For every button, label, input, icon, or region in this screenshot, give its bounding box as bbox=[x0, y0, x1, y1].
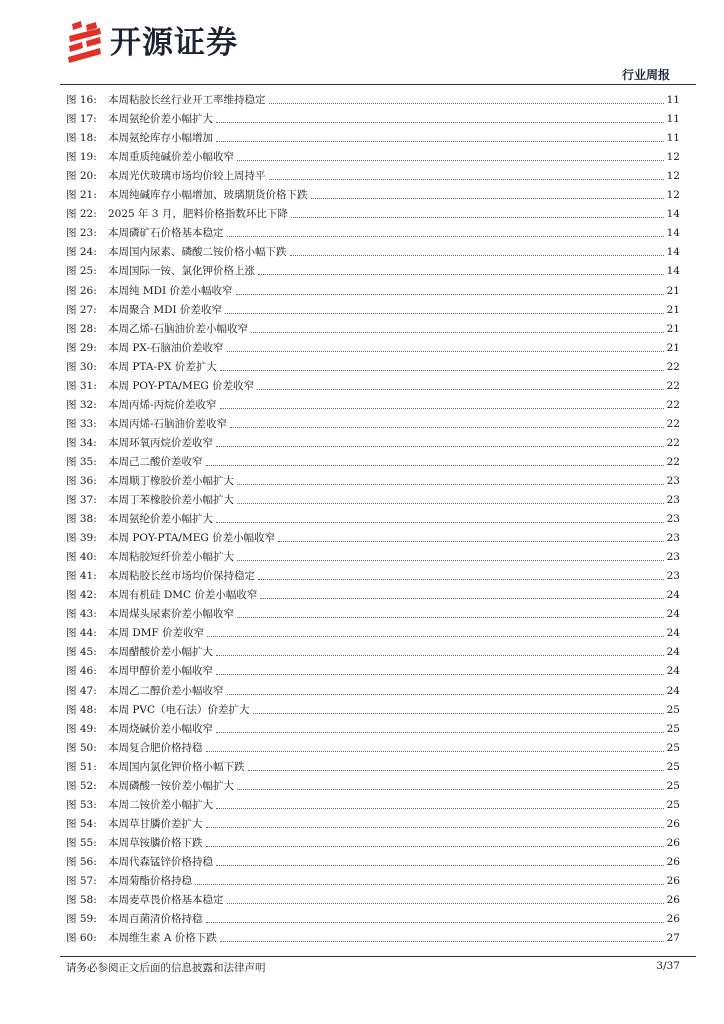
toc-entry-page: 23 bbox=[666, 494, 680, 507]
toc-entry-title: 本周复合肥价格持稳 bbox=[108, 741, 203, 754]
toc-entry-label: 图 39: bbox=[66, 532, 97, 545]
toc-entry-leader bbox=[216, 446, 664, 447]
toc-entry[interactable] bbox=[66, 812, 680, 831]
toc-entry-page: 14 bbox=[666, 265, 680, 278]
toc-entry-label: 图 41: bbox=[66, 570, 97, 583]
toc-entry-title: 本周氨纶库存小幅增加 bbox=[108, 132, 213, 145]
toc-entry-title: 本周 POY-PTA/MEG 价差收窄 bbox=[108, 379, 255, 392]
toc-entry-label: 图 20: bbox=[66, 170, 97, 183]
toc-entry-title: 本周 POY-PTA/MEG 价差小幅收窄 bbox=[108, 532, 276, 545]
toc-entry-leader bbox=[236, 294, 664, 295]
toc-entry-leader bbox=[237, 484, 664, 485]
toc-entry-page: 25 bbox=[666, 741, 680, 754]
toc-entry-label: 图 17: bbox=[66, 113, 97, 126]
toc-entry-leader bbox=[258, 274, 664, 275]
toc-entry-leader bbox=[220, 941, 664, 942]
toc-entry-page: 14 bbox=[666, 227, 680, 240]
toc-entry-title: 本周粘胶长丝市场均价保持稳定 bbox=[108, 570, 255, 583]
toc-entry-label: 图 57: bbox=[66, 874, 97, 887]
toc-entry-page: 26 bbox=[666, 894, 680, 907]
toc-entry-page: 24 bbox=[666, 608, 680, 621]
toc-entry-label: 图 30: bbox=[66, 360, 97, 373]
toc-entry-leader bbox=[227, 903, 664, 904]
toc-entry-leader bbox=[216, 808, 664, 809]
toc-entry[interactable] bbox=[66, 926, 680, 945]
toc-entry-title: 本周纯 MDI 价差小幅收窄 bbox=[108, 284, 233, 297]
toc-entry[interactable] bbox=[66, 583, 680, 602]
toc-entry-leader bbox=[260, 598, 663, 599]
report-type-label: 行业周报 bbox=[621, 68, 670, 82]
toc-entry-page: 23 bbox=[666, 513, 680, 526]
toc-entry-label: 图 40: bbox=[66, 551, 97, 564]
toc-entry-label: 图 23: bbox=[66, 227, 97, 240]
toc-entry-page: 22 bbox=[666, 379, 680, 392]
toc-entry-label: 图 51: bbox=[66, 760, 97, 773]
toc-entry[interactable] bbox=[66, 850, 680, 869]
toc-entry[interactable] bbox=[66, 450, 680, 469]
toc-entry-title: 本周己二酸价差收窄 bbox=[108, 455, 203, 468]
toc-entry-leader bbox=[216, 655, 664, 656]
toc-entry-page: 12 bbox=[666, 189, 680, 202]
toc-entry[interactable] bbox=[66, 374, 680, 393]
toc-entry-leader bbox=[269, 103, 664, 104]
toc-entry-page: 22 bbox=[666, 360, 680, 373]
toc-entry-title: 本周顺丁橡胶价差小幅扩大 bbox=[108, 474, 234, 487]
toc-entry[interactable] bbox=[66, 202, 680, 221]
toc-entry-label: 图 44: bbox=[66, 627, 97, 640]
toc-entry-title: 本周煤头尿素价差小幅收窄 bbox=[108, 608, 234, 621]
toc-entry-label: 图 48: bbox=[66, 703, 97, 716]
toc-entry-title: 本周环氧丙烷价差收窄 bbox=[108, 436, 213, 449]
toc-entry[interactable] bbox=[66, 488, 680, 507]
toc-entry-label: 图 24: bbox=[66, 246, 97, 259]
header-divider bbox=[60, 84, 696, 85]
toc-entry-page: 25 bbox=[666, 703, 680, 716]
toc-entry-leader bbox=[251, 332, 664, 333]
toc-entry-title: 本周重质纯碱价差小幅收窄 bbox=[108, 151, 234, 164]
toc-entry-title: 本周粘胶长丝行业开工率维持稳定 bbox=[108, 94, 266, 107]
toc-entry-leader bbox=[227, 694, 664, 695]
toc-entry-page: 11 bbox=[666, 113, 680, 126]
toc-entry-label: 图 54: bbox=[66, 817, 97, 830]
toc-entry-leader bbox=[207, 636, 663, 637]
toc-entry-title: 2025 年 3 月，肥料价格指数环比下降 bbox=[108, 208, 288, 221]
toc-entry-leader bbox=[206, 751, 664, 752]
footer-divider bbox=[60, 956, 696, 957]
toc-entry[interactable] bbox=[66, 126, 680, 145]
toc-entry-label: 图 56: bbox=[66, 855, 97, 868]
toc-entry-leader bbox=[216, 141, 664, 142]
toc-entry-page: 26 bbox=[666, 855, 680, 868]
toc-entry[interactable] bbox=[66, 736, 680, 755]
toc-entry[interactable] bbox=[66, 831, 680, 850]
toc-entry-leader bbox=[237, 160, 664, 161]
toc-entry-leader bbox=[216, 674, 664, 675]
toc-entry-title: 本周粘胶短纤价差小幅扩大 bbox=[108, 551, 234, 564]
toc-entry[interactable] bbox=[66, 698, 680, 717]
toc-entry-label: 图 55: bbox=[66, 836, 97, 849]
toc-entry[interactable] bbox=[66, 755, 680, 774]
toc-entry-page: 26 bbox=[666, 836, 680, 849]
toc-entry-label: 图 16: bbox=[66, 94, 97, 107]
toc-entry-leader bbox=[195, 884, 664, 885]
toc-entry-label: 图 31: bbox=[66, 379, 97, 392]
toc-entry-label: 图 60: bbox=[66, 932, 97, 945]
toc-entry-page: 24 bbox=[666, 646, 680, 659]
toc-entry-label: 图 49: bbox=[66, 722, 97, 735]
toc-entry[interactable] bbox=[66, 164, 680, 183]
toc-entry-label: 图 45: bbox=[66, 646, 97, 659]
toc-entry[interactable] bbox=[66, 317, 680, 336]
toc-entry-title: 本周丁苯橡胶价差小幅扩大 bbox=[108, 494, 234, 507]
toc-entry-page: 26 bbox=[666, 874, 680, 887]
toc-entry-title: 本周有机硅 DMC 价差小幅收窄 bbox=[108, 589, 258, 602]
toc-entry[interactable] bbox=[66, 107, 680, 126]
toc-entry-leader bbox=[291, 217, 664, 218]
toc-entry[interactable] bbox=[66, 259, 680, 278]
toc-entry-label: 图 47: bbox=[66, 684, 97, 697]
toc-entry-title: 本周烧碱价差小幅收窄 bbox=[108, 722, 213, 735]
toc-entry-title: 本周菊酯价格持稳 bbox=[108, 874, 192, 887]
toc-entry-page: 26 bbox=[666, 817, 680, 830]
toc-entry-title: 本周醋酸价差小幅扩大 bbox=[108, 646, 213, 659]
toc-entry-page: 24 bbox=[666, 589, 680, 602]
toc-entry-title: 本周纯碱库存小幅增加、玻璃期货价格下跌 bbox=[108, 189, 308, 202]
figure-list bbox=[66, 88, 680, 945]
toc-entry-title: 本周百菌清价格持稳 bbox=[108, 913, 203, 926]
toc-entry-page: 22 bbox=[666, 436, 680, 449]
toc-entry-page: 26 bbox=[666, 913, 680, 926]
toc-entry-label: 图 22: bbox=[66, 208, 97, 221]
toc-entry[interactable] bbox=[66, 678, 680, 697]
toc-entry-leader bbox=[216, 122, 664, 123]
toc-entry[interactable] bbox=[66, 659, 680, 678]
toc-entry-page: 25 bbox=[666, 798, 680, 811]
toc-entry-label: 图 19: bbox=[66, 151, 97, 164]
toc-entry-label: 图 28: bbox=[66, 322, 97, 335]
toc-entry-title: 本周氨纶价差小幅扩大 bbox=[108, 513, 213, 526]
toc-entry-label: 图 58: bbox=[66, 894, 97, 907]
toc-entry-page: 22 bbox=[666, 455, 680, 468]
toc-entry-page: 11 bbox=[666, 94, 680, 107]
toc-entry-title: 本周草铵膦价格下跌 bbox=[108, 836, 203, 849]
toc-entry[interactable] bbox=[66, 564, 680, 583]
toc-entry-title: 本周光伏玻璃市场均价较上周持平 bbox=[108, 170, 266, 183]
logo-wordmark: 开源证券 bbox=[110, 25, 238, 61]
toc-entry-label: 图 38: bbox=[66, 513, 97, 526]
toc-entry-label: 图 32: bbox=[66, 398, 97, 411]
toc-entry[interactable] bbox=[66, 145, 680, 164]
toc-entry[interactable] bbox=[66, 869, 680, 888]
toc-entry-label: 图 33: bbox=[66, 417, 97, 430]
toc-entry[interactable] bbox=[66, 469, 680, 488]
toc-entry-title: 本周乙烯-石脑油价差小幅收窄 bbox=[108, 322, 249, 335]
toc-entry-title: 本周丙烯-丙烷价差收窄 bbox=[108, 398, 217, 411]
toc-entry[interactable] bbox=[66, 412, 680, 431]
toc-entry-page: 23 bbox=[666, 551, 680, 564]
toc-entry[interactable] bbox=[66, 298, 680, 317]
toc-entry[interactable] bbox=[66, 621, 680, 640]
toc-entry-leader bbox=[216, 732, 664, 733]
toc-entry-title: 本周二铵价差小幅扩大 bbox=[108, 798, 213, 811]
toc-entry[interactable] bbox=[66, 278, 680, 297]
toc-entry[interactable] bbox=[66, 240, 680, 259]
toc-entry-page: 23 bbox=[666, 474, 680, 487]
toc-entry-label: 图 59: bbox=[66, 913, 97, 926]
toc-entry-page: 22 bbox=[666, 417, 680, 430]
toc-entry-leader bbox=[237, 789, 664, 790]
toc-entry-page: 14 bbox=[666, 208, 680, 221]
toc-entry-label: 图 27: bbox=[66, 303, 97, 316]
toc-entry-leader bbox=[206, 922, 664, 923]
toc-entry-label: 图 21: bbox=[66, 189, 97, 202]
toc-entry-leader bbox=[311, 198, 664, 199]
toc-entry[interactable] bbox=[66, 774, 680, 793]
toc-entry-page: 22 bbox=[666, 398, 680, 411]
toc-entry-title: 本周国内尿素、磷酸二铵价格小幅下跌 bbox=[108, 246, 287, 259]
toc-entry-leader bbox=[225, 313, 664, 314]
toc-entry-label: 图 36: bbox=[66, 474, 97, 487]
toc-entry[interactable] bbox=[66, 602, 680, 621]
toc-entry-page: 21 bbox=[666, 341, 680, 354]
toc-entry-title: 本周草甘膦价差扩大 bbox=[108, 817, 203, 830]
toc-entry[interactable] bbox=[66, 888, 680, 907]
toc-entry-page: 24 bbox=[666, 684, 680, 697]
toc-entry-page: 23 bbox=[666, 570, 680, 583]
toc-entry-label: 图 43: bbox=[66, 608, 97, 621]
toc-entry-leader bbox=[237, 560, 664, 561]
toc-entry-label: 图 52: bbox=[66, 779, 97, 792]
toc-entry-page: 21 bbox=[666, 284, 680, 297]
toc-entry[interactable] bbox=[66, 717, 680, 736]
toc-entry-label: 图 18: bbox=[66, 132, 97, 145]
toc-entry[interactable] bbox=[66, 507, 680, 526]
toc-entry-label: 图 37: bbox=[66, 494, 97, 507]
toc-entry[interactable] bbox=[66, 526, 680, 545]
toc-entry-title: 本周 PTA-PX 价差扩大 bbox=[108, 360, 217, 373]
toc-entry-leader bbox=[290, 255, 664, 256]
toc-entry[interactable] bbox=[66, 88, 680, 107]
toc-entry-leader bbox=[206, 827, 664, 828]
toc-entry[interactable] bbox=[66, 221, 680, 240]
toc-entry[interactable] bbox=[66, 336, 680, 355]
toc-entry-label: 图 29: bbox=[66, 341, 97, 354]
toc-entry-title: 本周磷酸一铵价差小幅扩大 bbox=[108, 779, 234, 792]
footer-disclaimer: 请务必参阅正文后面的信息披露和法律声明 bbox=[66, 962, 266, 974]
toc-entry-title: 本周国内氯化钾价格小幅下跌 bbox=[108, 760, 245, 773]
toc-entry-page: 12 bbox=[666, 170, 680, 183]
toc-entry-title: 本周 DMF 价差收窄 bbox=[108, 627, 205, 640]
toc-entry-label: 图 53: bbox=[66, 798, 97, 811]
toc-entry-leader bbox=[237, 503, 664, 504]
toc-entry-page: 24 bbox=[666, 665, 680, 678]
toc-entry-label: 图 25: bbox=[66, 265, 97, 278]
toc-entry-page: 14 bbox=[666, 246, 680, 259]
toc-entry[interactable] bbox=[66, 640, 680, 659]
toc-entry-page: 25 bbox=[666, 779, 680, 792]
toc-entry-page: 12 bbox=[666, 151, 680, 164]
toc-entry-label: 图 34: bbox=[66, 436, 97, 449]
page-number: 3/37 bbox=[656, 960, 680, 972]
toc-entry-title: 本周 PVC（电石法）价差扩大 bbox=[108, 703, 250, 716]
toc-entry-page: 25 bbox=[666, 760, 680, 773]
toc-entry-title: 本周维生素 A 价格下跌 bbox=[108, 932, 217, 945]
toc-entry-title: 本周 PX-石脑油价差收窄 bbox=[108, 341, 224, 354]
company-logo bbox=[66, 20, 238, 66]
toc-entry-leader bbox=[248, 770, 664, 771]
toc-entry-leader bbox=[257, 389, 664, 390]
toc-entry-leader bbox=[269, 179, 664, 180]
toc-entry[interactable] bbox=[66, 545, 680, 564]
toc-entry-page: 21 bbox=[666, 322, 680, 335]
toc-entry-leader bbox=[216, 865, 664, 866]
toc-entry-label: 图 35: bbox=[66, 455, 97, 468]
toc-entry-leader bbox=[278, 541, 664, 542]
toc-entry-title: 本周代森锰锌价格持稳 bbox=[108, 855, 213, 868]
toc-entry-title: 本周氨纶价差小幅扩大 bbox=[108, 113, 213, 126]
toc-entry-page: 11 bbox=[666, 132, 680, 145]
toc-entry-page: 21 bbox=[666, 303, 680, 316]
toc-entry-title: 本周聚合 MDI 价差收窄 bbox=[108, 303, 222, 316]
toc-entry-label: 图 26: bbox=[66, 284, 97, 297]
toc-entry[interactable] bbox=[66, 431, 680, 450]
toc-entry[interactable] bbox=[66, 355, 680, 374]
toc-entry-leader bbox=[220, 408, 664, 409]
toc-entry-page: 25 bbox=[666, 722, 680, 735]
toc-entry-title: 本周丙烯-石脑油价差收窄 bbox=[108, 417, 228, 430]
toc-entry-leader bbox=[237, 617, 664, 618]
toc-entry-label: 图 46: bbox=[66, 665, 97, 678]
toc-entry[interactable] bbox=[66, 907, 680, 926]
toc-entry-page: 27 bbox=[666, 932, 680, 945]
toc-entry-leader bbox=[220, 370, 664, 371]
toc-entry-title: 本周甲醇价差小幅收窄 bbox=[108, 665, 213, 678]
toc-entry[interactable] bbox=[66, 793, 680, 812]
toc-entry-label: 图 42: bbox=[66, 589, 97, 602]
toc-entry-leader bbox=[216, 522, 664, 523]
toc-entry-leader bbox=[206, 465, 664, 466]
toc-entry-page: 24 bbox=[666, 627, 680, 640]
toc-entry[interactable] bbox=[66, 183, 680, 202]
toc-entry-leader bbox=[253, 713, 664, 714]
toc-entry-title: 本周磷矿石价格基本稳定 bbox=[108, 227, 224, 240]
toc-entry-leader bbox=[227, 351, 664, 352]
toc-entry-title: 本周乙二醇价差小幅收窄 bbox=[108, 684, 224, 697]
toc-entry-label: 图 50: bbox=[66, 741, 97, 754]
toc-entry-title: 本周国际一铵、氯化钾价格上涨 bbox=[108, 265, 255, 278]
toc-entry-leader bbox=[230, 427, 664, 428]
toc-entry-leader bbox=[258, 579, 664, 580]
toc-entry-leader bbox=[206, 846, 664, 847]
toc-entry[interactable] bbox=[66, 393, 680, 412]
toc-entry-title: 本周麦草畏价格基本稳定 bbox=[108, 894, 224, 907]
toc-entry-leader bbox=[227, 236, 664, 237]
toc-entry-page: 23 bbox=[666, 532, 680, 545]
kaiyuan-logo-icon bbox=[66, 21, 104, 65]
